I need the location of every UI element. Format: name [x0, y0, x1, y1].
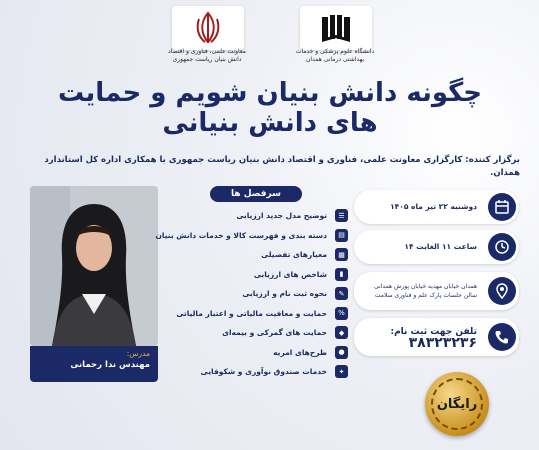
event-address: همدان خیابان مهدیه خیابان پورش همدانی سالن جلسات پارک علم و فناوری سلامت — [373, 283, 477, 299]
people-icon: ● — [335, 346, 348, 359]
university-logo — [300, 6, 372, 50]
teacher-label: مدرس: — [126, 349, 150, 358]
register-icon: ✎ — [335, 287, 348, 300]
book-icon — [319, 13, 353, 43]
university-logo-caption: دانشگاه علوم پزشکی و خدمات بهداشتی درمانی همدان — [295, 48, 375, 63]
emblem-icon — [193, 11, 223, 45]
page-title: چگونه دانش بنیان شویم و حمایت های دانش بنیانی — [57, 78, 483, 138]
list-item: ▦ معیارهای تفصیلی — [168, 245, 348, 265]
location-pin-icon — [488, 277, 516, 305]
teacher-caption — [30, 346, 158, 382]
tax-icon: % — [335, 307, 348, 320]
list-item: ✦ خدمات صندوق نوآوری و شکوفایی — [168, 362, 348, 382]
folder-icon: ▤ — [335, 229, 348, 242]
list-item: ✎ نحوه ثبت نام و ارزیابی — [168, 284, 348, 304]
syllabus-list — [155, 206, 348, 382]
shield-icon: ◆ — [335, 326, 348, 339]
list-item: ▮ شاخص های ارزیابی — [168, 265, 348, 285]
lightbulb-icon: ✦ — [335, 365, 348, 378]
government-emblem-logo — [172, 6, 244, 50]
teacher-name: مهندس ندا رحمانی — [70, 360, 150, 370]
time-pill — [354, 230, 519, 264]
government-logo-caption: معاونت علمی، فناوری و اقتصاد دانش بنیان ریاست جمهوری — [168, 48, 246, 63]
free-badge — [425, 372, 489, 436]
syllabus-heading: سرفصل ها — [210, 186, 302, 202]
bar-chart-icon: ▮ — [335, 268, 348, 281]
address-pill — [354, 272, 519, 310]
clock-icon — [488, 233, 516, 261]
registration-label: تلفن جهت ثبت نام: — [390, 326, 477, 337]
free-badge-label: رایگان — [431, 378, 483, 430]
registration-info — [382, 326, 485, 351]
person-image — [30, 186, 158, 346]
list-item: ◆ حمایت های گمرکی و بیمه‌ای — [168, 323, 348, 343]
organizer-text: برگزار کننده: کارگزاری معاونت علمی، فناوری و اقتصاد دانش بنیان ریاست جمهوری با همکاری اداره کل استاندارد همدان. — [44, 155, 520, 178]
date-pill — [354, 190, 519, 224]
list-item: ● طرح‌های امریه — [168, 343, 348, 363]
registration-pill — [354, 318, 519, 356]
checklist-icon: ☰ — [335, 209, 348, 222]
list-item: ☰ توضیح مدل جدید ارزیابی — [168, 206, 348, 226]
event-time: ساعت ۱۱ الغایت ۱۴ — [404, 242, 477, 251]
phone-icon — [488, 323, 516, 351]
criteria-icon: ▦ — [335, 248, 348, 261]
list-item: ▤ دسته بندی و فهرست کالا و خدمات دانش بنیان — [168, 226, 348, 246]
registration-phone: ۳۸۳۲۳۲۳۶ — [408, 334, 477, 351]
teacher-photo — [30, 186, 158, 346]
calendar-icon — [488, 193, 516, 221]
list-item: % حمایت و معافیت مالیاتی و اعتبار مالیاتی — [168, 304, 348, 324]
event-date: دوشنبه ۲۲ تیر ماه ۱۴۰۵ — [390, 202, 477, 211]
